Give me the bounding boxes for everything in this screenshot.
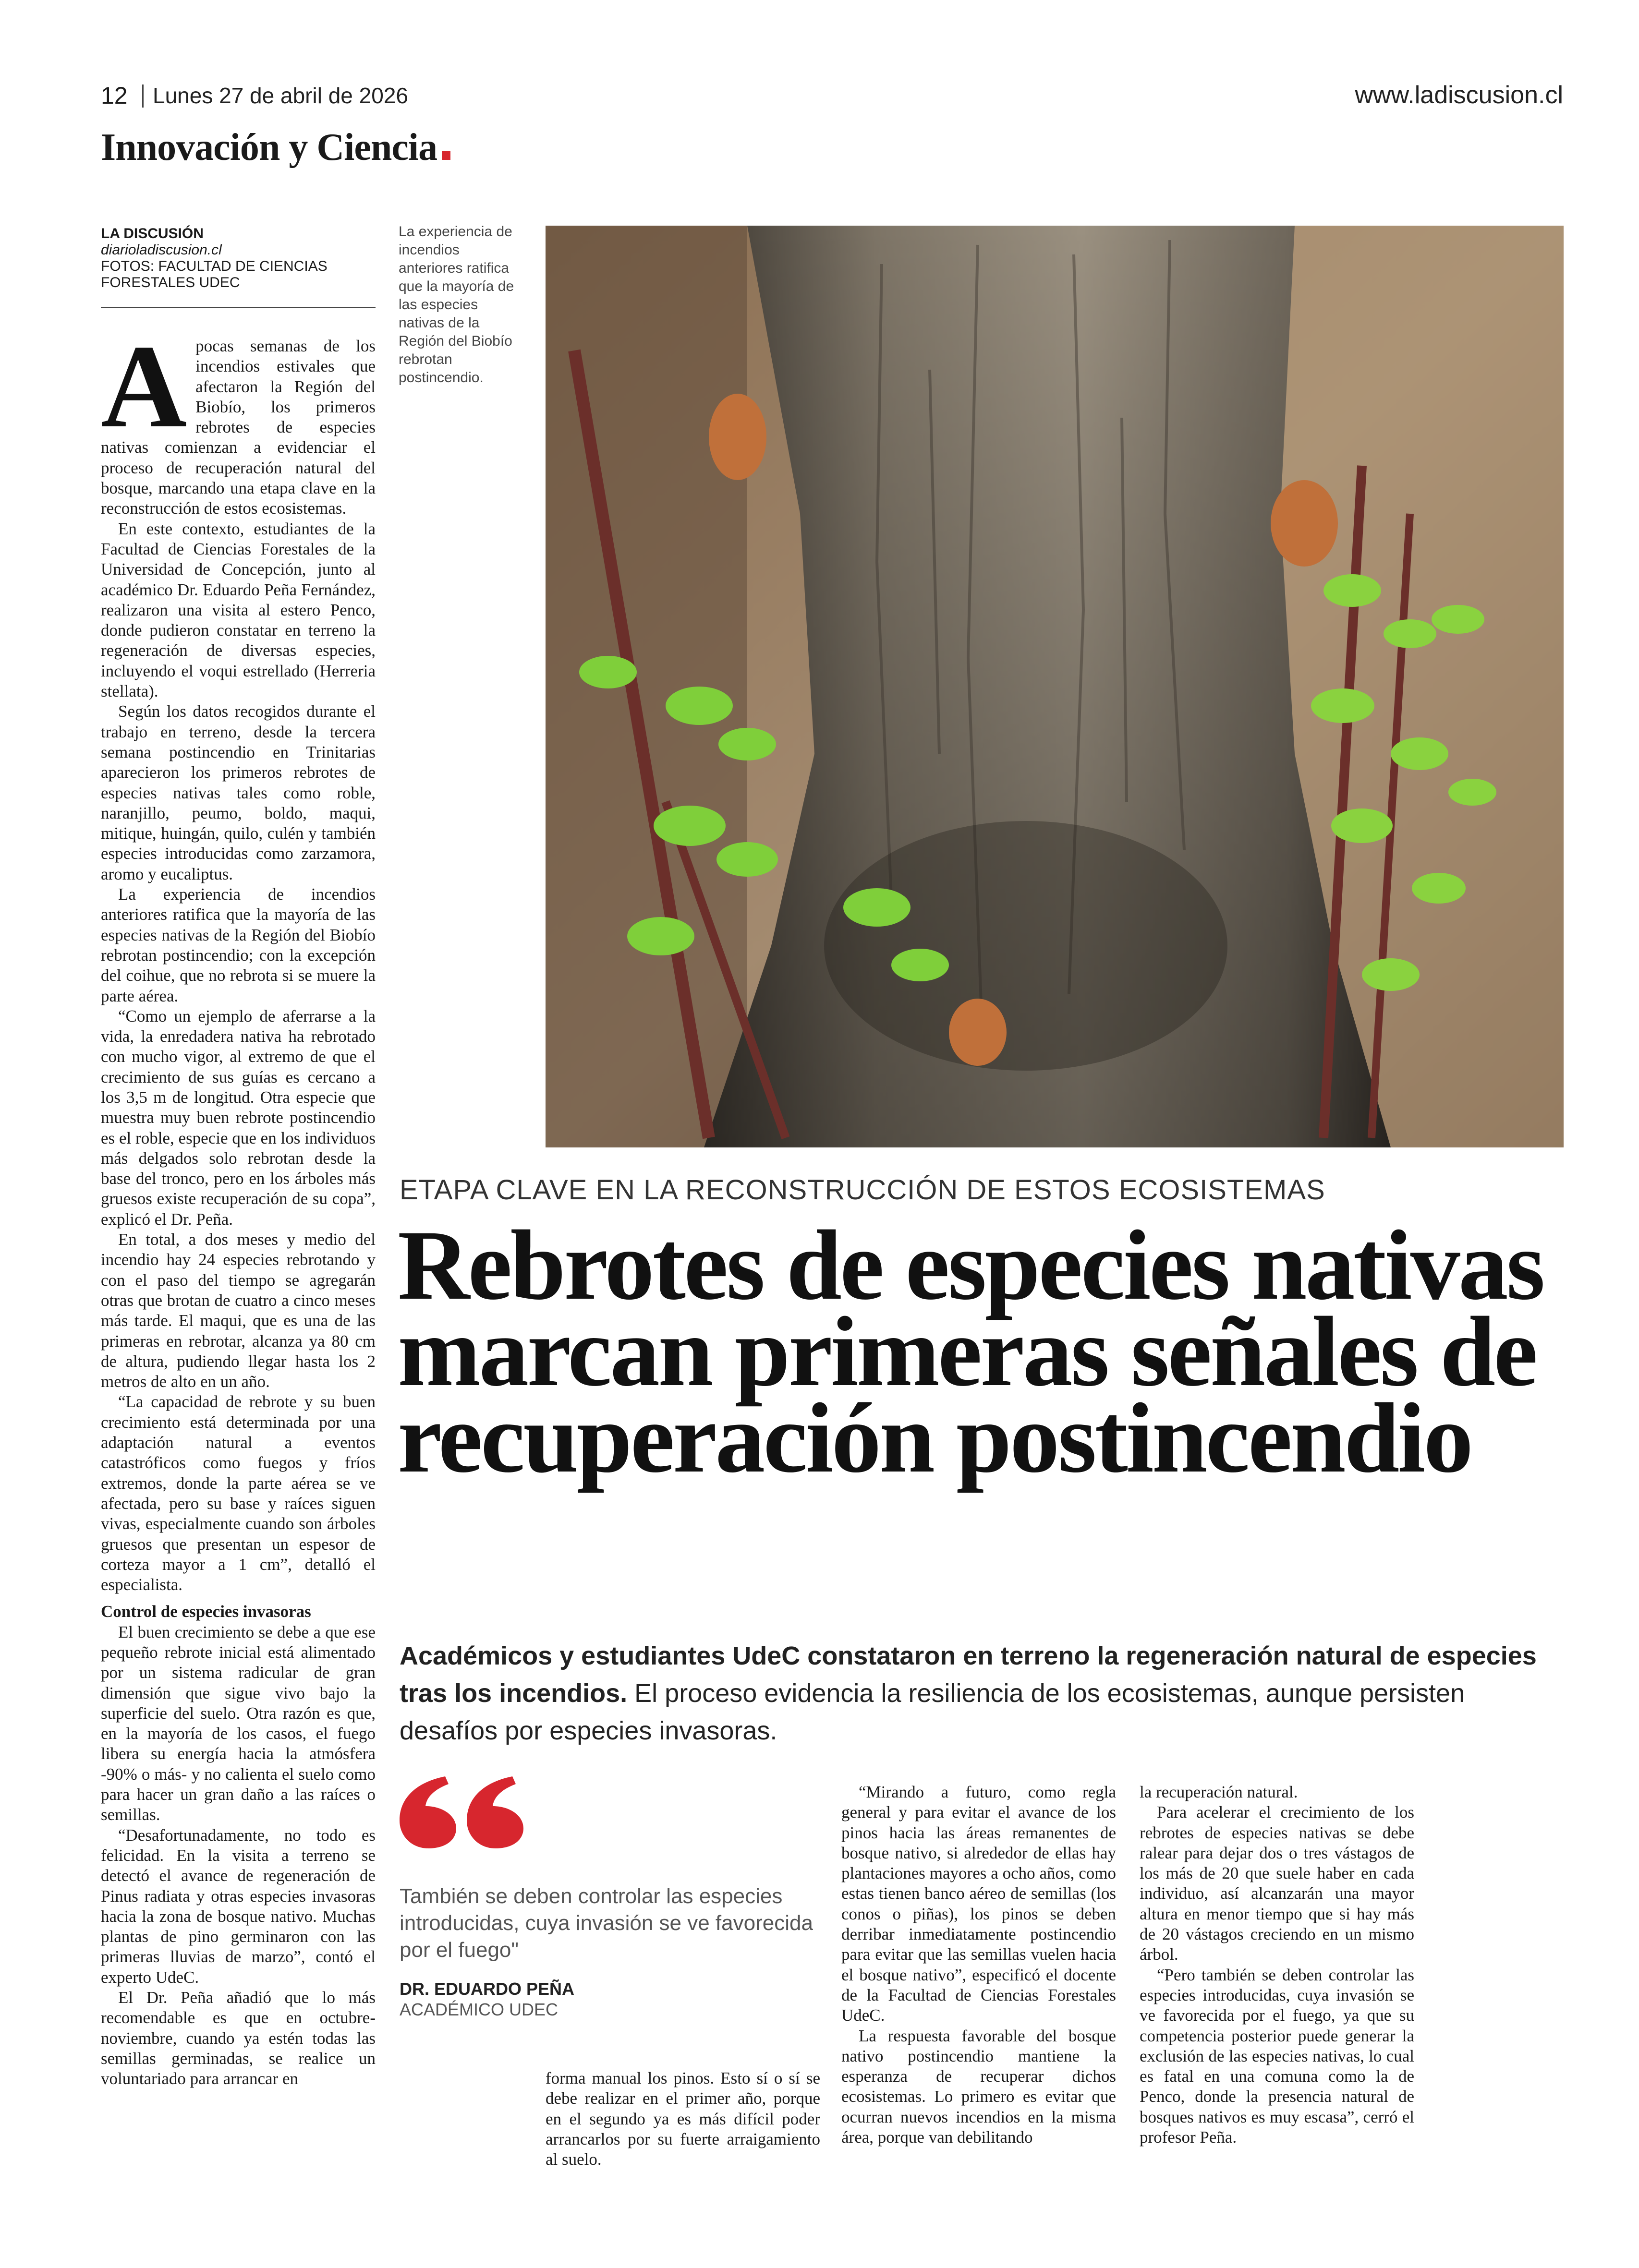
body-paragraph: El Dr. Peña añadió que lo más recomendable es que en octubre-noviembre, cuando ya estén todas las semillas germinadas, se realice un voluntariado para arrancar en	[101, 1988, 376, 2088]
body-paragraph: la recuperación natural.	[1140, 1783, 1298, 1801]
quotation-mark-icon	[400, 1776, 524, 1848]
credit-website: diarioladiscusion.cl	[101, 242, 222, 258]
body-column-1	[101, 320, 376, 2089]
header-divider	[142, 84, 144, 108]
page-date: Lunes 27 de abril de 2026	[153, 83, 408, 108]
body-paragraph: Para acelerar el crecimiento de los rebrotes de especies nativas se debe ralear para dejar dos o tres vástagos de los más de 20 que suele haber en cada individuo, así alcanzarán una mayor altura en menor tiempo que si hay más de 20 vástagos creciendo en un mismo árbol.	[1140, 1803, 1414, 1964]
drop-cap: A	[101, 320, 187, 452]
tree-regrowth-illustration	[546, 226, 1564, 1147]
section-title-text: Innovación y Ciencia	[101, 126, 437, 169]
body-paragraph: forma manual los pinos. Esto sí o sí se debe realizar en el primer año, porque en el segundo ya es más difícil poder arrancarlos por su fuerte arraigamiento al suelo.	[546, 2069, 820, 2169]
lead-bold-text: Académicos y estudiantes UdeC constataron en terreno la regeneración natural de especies tras los incendios.	[400, 1641, 1537, 1708]
body-paragraph: En este contexto, estudiantes de la Facultad de Ciencias Forestales de la Universidad de Concepción, junto al académico Dr. Eduardo Peña Fernández, realizaron una visita al estero Penco, donde pudieron constatar en terreno la regeneración de diversas especies, incluyendo el voqui estrellado (Herreria stellata).	[101, 519, 376, 701]
article-kicker: ETAPA CLAVE EN LA RECONSTRUCCIÓN DE ESTOS ECOSISTEMAS	[400, 1174, 1325, 1206]
body-paragraph: “Como un ejemplo de aferrarse a la vida, la enredadera nativa ha rebrotado con mucho vigor, al extremo de que el crecimiento de sus guías es cercano a los 3,5 m de longitud. Otra especie que muestra muy buen rebrote postincendio es el roble, especie que en los individuos más delgados solo rebrotan desde la base del tronco, pero en los árboles más gruesos existe recuperación de su copa”, explicó el Dr. Peña.	[101, 1006, 376, 1229]
credit-publication: LA DISCUSIÓN	[101, 226, 204, 241]
byline-credits	[101, 226, 375, 291]
pullquote-text: También se deben controlar las especies introducidas, cuya invasión se ve favorecida por el fuego"	[400, 1884, 813, 1962]
article-lead	[400, 1637, 1562, 1749]
section-accent-dot	[442, 151, 450, 160]
body-paragraph: “Desafortunadamente, no todo es felicidad. En la visita a terreno se detectó el avance de regeneración de Pinus radiata y otras especies invasoras hacia la zona de bosque nativo. Muchas plantas de pino germinaron con las primeras lluvias de marzo”, contó el experto UdeC.	[101, 1825, 376, 1987]
body-column-2	[546, 2068, 820, 2170]
pullquote-role: ACADÉMICO UDEC	[400, 2000, 558, 2019]
lead-regular-text: El proceso evidencia la resiliencia de los ecosistemas, aunque persisten desafíos por especies invasoras.	[400, 1679, 1465, 1745]
body-paragraph: “Pero también se deben controlar las especies introducidas, cuya invasión se ve favorecida por el fuego, ya que su competencia posterior puede generar la exclusión de las especies nativas, lo cual es fatal en una comuna como la de Penco, donde la presencia natural de bosques nativos es muy escasa”, cerró el profesor Peña.	[1140, 1965, 1414, 2147]
body-paragraph: “Mirando a futuro, como regla general y para evitar el avance de los pinos hacia las áreas remanentes de bosque nativo, si alrededor de ellas hay plantaciones mayores a ocho años, como estas tienen banco aéreo de semillas (los conos o piñas), los pinos se deben derribar inmediatamente postincendio para evitar que las semillas vuelen hacia el bosque nativo”, especificó el docente de la Facultad de Ciencias Forestales UdeC.	[841, 1783, 1116, 2025]
section-title	[101, 126, 450, 169]
page-number: 12	[101, 82, 128, 109]
credits-divider	[101, 307, 376, 308]
article-photo	[546, 226, 1564, 1147]
body-paragraph: La respuesta favorable del bosque nativo postincendio mantiene la esperanza de recuperar dichos ecosistemas. Lo primero es evitar que ocurran nuevos incendios en la misma área, porque van debilitando	[841, 2026, 1116, 2147]
body-subheading: Control de especies invasoras	[101, 1602, 311, 1621]
pullquote-author: DR. EDUARDO PEÑA	[400, 1979, 575, 1999]
site-url-link[interactable]: www.ladiscusion.cl	[1355, 81, 1563, 109]
credit-photos: FOTOS: FACULTAD DE CIENCIAS FORESTALES UDEC	[101, 258, 328, 290]
photo-caption: La experiencia de incendios anteriores ratifica que la mayoría de las especies nativas de la Región del Biobío rebrotan postincendio.	[399, 224, 514, 386]
body-column-4	[1140, 1782, 1414, 2147]
body-paragraph: “La capacidad de rebrote y su buen crecimiento está determinada por una adaptación natural a eventos catastróficos como fuegos y fríos extremos, donde la parte aérea se ve afectada, pero su base y raíces siguen vivas, especialmente cuando son árboles gruesos que presentan un espesor de corteza mayor a 1 cm”, detalló el especialista.	[101, 1392, 376, 1594]
body-paragraph: El buen crecimiento se debe a que ese pequeño rebrote inicial está alimentado por un sistema radicular de gran dimensión que sigue vivo bajo la superficie del suelo. Otra razón es que, en la mayoría de los casos, el fuego libera su energía hacia la atmósfera -90% o más- y no calienta el suelo como para hacer un gran daño a las raíces o semillas.	[101, 1622, 376, 1824]
body-paragraph: La experiencia de incendios anteriores ratifica que la mayoría de las especies nativas de la Región del Biobío rebrotan postincendio; con la excepción del coihue, que no rebrota si se muere la parte aérea.	[101, 885, 376, 1005]
article-headline: Rebrotes de especies nativas marcan primeras señales de recuperación postincendio	[398, 1210, 1543, 1493]
body-column-3	[841, 1782, 1116, 2147]
body-paragraph: Según los datos recogidos durante el trabajo en terreno, desde la tercera semana postincendio en Trinitarias aparecieron los primeros rebrotes de especies nativas tales como roble, naranjillo, peumo, boldo, maqui, mitique, huingán, quilo, culén y también especies introducidas como zarzamora, aromo y eucaliptus.	[101, 702, 376, 883]
body-paragraph: En total, a dos meses y medio del incendio hay 24 especies rebrotando y con el paso del tiempo se agregarán otras que brotan de cuatro a cinco meses más tarde. El maqui, que es una de las primeras en rebrotar, alcanza ya 80 cm de altura, pudiendo llegar hasta los 2 metros de alto en un año.	[101, 1230, 376, 1391]
body-paragraph: pocas semanas de los incendios estivales que afectaron la Región del Biobío, los primeros rebrotes de especies nativas comienzan a evidenciar el proceso de recuperación natural del bosque, marcando una etapa clave en la reconstrucción de estos ecosistemas.	[101, 337, 376, 518]
